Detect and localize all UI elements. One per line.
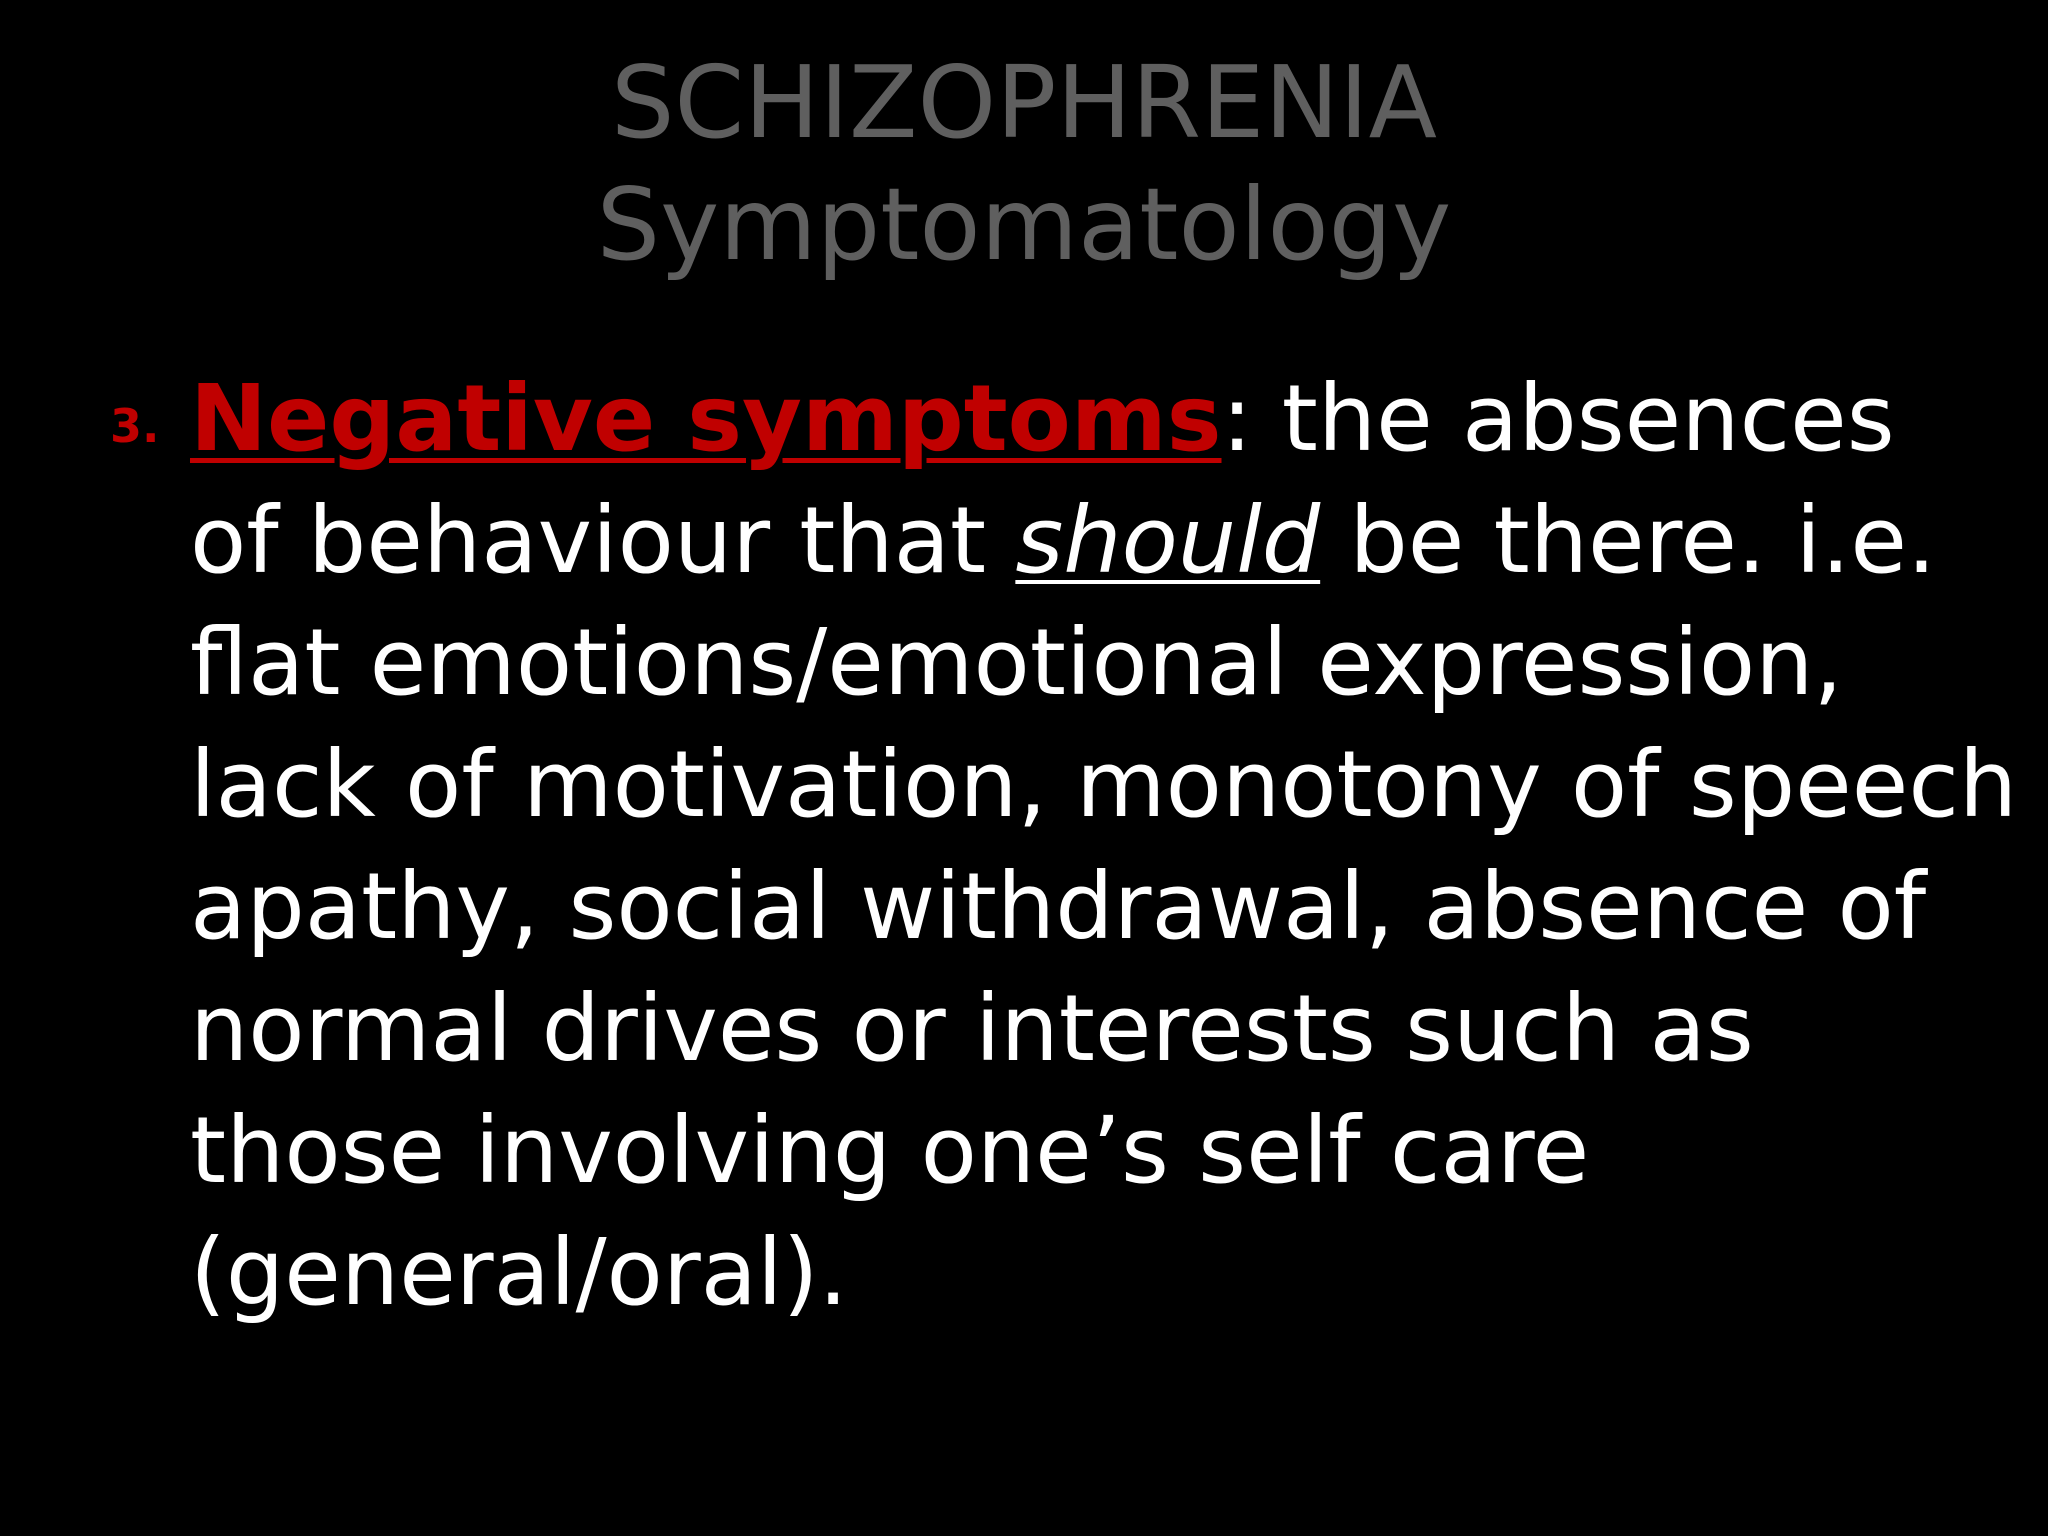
slide-title	[0, 42, 2048, 286]
bullet-line-8: (general/oral).	[190, 1219, 848, 1326]
title-line-2: Symptomatology	[596, 166, 1452, 283]
negative-symptoms-term: Negative symptoms	[190, 365, 1222, 472]
bullet-number: 3.	[110, 399, 160, 453]
bullet-line-4: lack of motivation, monotony of speech	[190, 731, 2018, 838]
title-line-1: SCHIZOPHRENIA	[610, 44, 1438, 161]
line-2-after: be there. i.e.	[1320, 487, 1937, 594]
line-1-rest: : the absences	[1221, 365, 1895, 472]
bullet-text	[190, 358, 2018, 1334]
bullet-line-3: flat emotions/emotional expression,	[190, 609, 1843, 716]
bullet-line-2	[190, 480, 2010, 602]
bullet-line-7: those involving one’s self care	[190, 1097, 1590, 1204]
bullet-line-5: apathy, social withdrawal, absence of	[190, 853, 1927, 960]
should-emphasis: should	[1015, 487, 1321, 594]
bullet-line-6: normal drives or interests such as	[190, 975, 1754, 1082]
line-2-before: of behaviour that	[190, 487, 1016, 594]
bullet-line-1	[190, 358, 2010, 480]
